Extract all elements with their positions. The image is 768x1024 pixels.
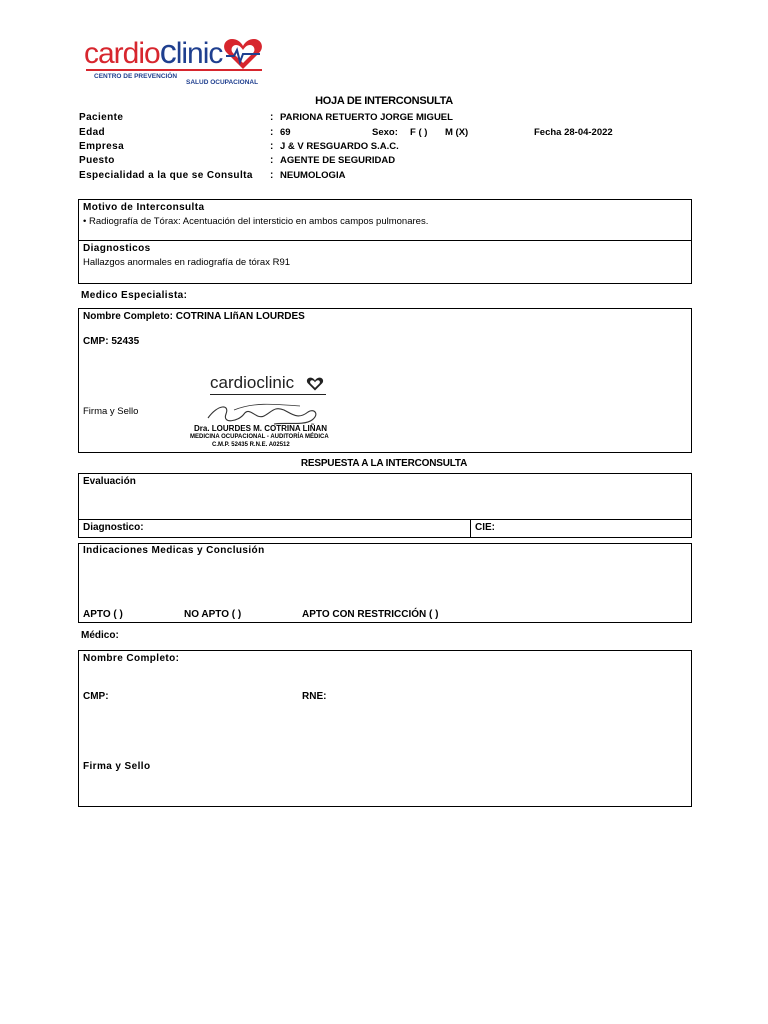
medico-especialista-label: Medico Especialista: bbox=[81, 290, 188, 301]
stamp-numbers: C.M.P. 52435 R.N.E. A02512 bbox=[212, 442, 290, 448]
stamp-specialty: MEDICINA OCUPACIONAL - AUDITORÍA MÉDICA bbox=[190, 434, 329, 440]
logo-subtitle-1: CENTRO DE PREVENCIÓN bbox=[94, 73, 178, 80]
indicaciones-label: Indicaciones Medicas y Conclusión bbox=[83, 545, 265, 556]
logo-subtitle-2: SALUD OCUPACIONAL bbox=[186, 79, 259, 86]
label-paciente: Paciente bbox=[79, 112, 124, 123]
medico-label: Médico: bbox=[81, 630, 119, 641]
medico-nombre-label: Nombre Completo: bbox=[83, 653, 180, 664]
medico-box bbox=[78, 650, 692, 807]
cie-label: CIE: bbox=[475, 522, 495, 533]
especialista-cmp: CMP: 52435 bbox=[83, 336, 140, 347]
value-paciente: PARIONA RETUERTO JORGE MIGUEL bbox=[280, 112, 453, 123]
evaluacion-label: Evaluación bbox=[83, 476, 136, 487]
label-edad: Edad bbox=[79, 127, 106, 138]
apto-option: APTO ( ) bbox=[83, 609, 123, 620]
stamp-brand-left: cardio bbox=[210, 373, 257, 392]
value-empresa: J & V RESGUARDO S.A.C. bbox=[280, 141, 399, 152]
especialista-box bbox=[78, 308, 692, 453]
label-especialidad: Especialidad a la que se Consulta bbox=[79, 170, 253, 181]
sexo-label: Sexo: bbox=[372, 127, 398, 138]
fecha: Fecha 28-04-2022 bbox=[534, 127, 613, 138]
colon: : bbox=[270, 155, 274, 166]
especialista-firma-label: Firma y Sello bbox=[83, 406, 139, 417]
especialista-nombre: Nombre Completo: COTRINA LIñAN LOURDES bbox=[83, 311, 305, 322]
respuesta-title: RESPUESTA A LA INTERCONSULTA bbox=[300, 458, 468, 469]
colon: : bbox=[270, 170, 274, 181]
divider bbox=[470, 519, 471, 538]
apto-restriccion-option: APTO CON RESTRICCIÓN ( ) bbox=[302, 609, 439, 620]
diagnosticos-text: Hallazgos anormales en radiografía de tórax R91 bbox=[83, 257, 291, 268]
logo-brand-right: linic bbox=[175, 37, 223, 70]
value-especialidad: NEUMOLOGIA bbox=[280, 170, 346, 181]
page-title: HOJA DE INTERCONSULTA bbox=[315, 95, 453, 107]
label-puesto: Puesto bbox=[79, 155, 115, 166]
sexo-m: M (X) bbox=[445, 127, 469, 138]
colon: : bbox=[270, 112, 274, 123]
label-empresa: Empresa bbox=[79, 141, 125, 152]
stamp-name: Dra. LOURDES M. COTRINA LIÑAN bbox=[194, 424, 328, 433]
stamp-brand-right: linic bbox=[264, 373, 295, 392]
medico-cmp-label: CMP: bbox=[83, 691, 109, 702]
stamp-heart-icon bbox=[306, 377, 324, 392]
medico-rne-label: RNE: bbox=[302, 691, 327, 702]
sexo-f: F ( ) bbox=[410, 127, 428, 138]
clinic-logo: cardioclinic CENTRO DE PREVENCIÓN SALUD OCUPACIONAL bbox=[84, 36, 266, 92]
heart-icon bbox=[222, 38, 264, 72]
motivo-text: • Radiografía de Tórax: Acentuación del intersticio en ambos campos pulmonares. bbox=[83, 216, 429, 227]
value-puesto: AGENTE DE SEGURIDAD bbox=[280, 155, 396, 166]
colon: : bbox=[270, 141, 274, 152]
evaluacion-box bbox=[78, 473, 692, 538]
no-apto-option: NO APTO ( ) bbox=[184, 609, 242, 620]
logo-brand-left: cardio bbox=[84, 37, 160, 70]
doctor-stamp: cardioclinic Dra. LOURDES M. COTRINA LIÑAN MEDICINA OCUPACIONAL - AUDITORÍA MÉDICA C.M.P. 52435 R.N.E. A02512 bbox=[190, 373, 329, 448]
motivo-label: Motivo de Interconsulta bbox=[83, 202, 205, 213]
medico-firma-label: Firma y Sello bbox=[83, 761, 151, 772]
diagnostico-label: Diagnostico: bbox=[83, 522, 144, 533]
diagnosticos-label: Diagnosticos bbox=[83, 243, 151, 254]
divider bbox=[78, 240, 692, 241]
colon: : bbox=[270, 127, 274, 138]
value-edad: 69 bbox=[280, 127, 291, 138]
divider bbox=[78, 519, 692, 520]
